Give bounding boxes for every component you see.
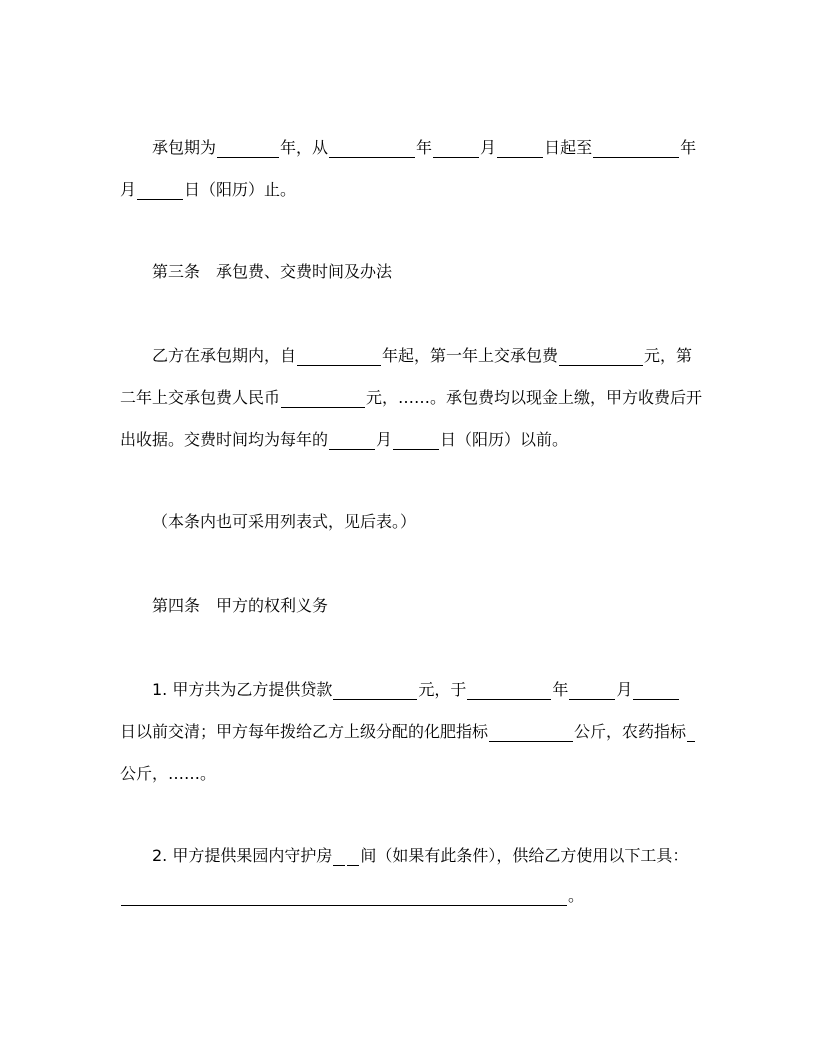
text: 月 xyxy=(376,430,393,449)
blank-second-year-fee xyxy=(281,390,365,408)
blank-loan-year xyxy=(467,682,551,700)
text: 承包期为 xyxy=(152,138,217,157)
text: 月 xyxy=(120,180,137,199)
text: 日以前交清；甲方每年拨给乙方上级分配的化肥指标 xyxy=(120,722,489,741)
fee-line-2 xyxy=(120,388,702,408)
article-4-heading: 第四条 甲方的权利义务 xyxy=(152,596,329,615)
text: 元，于 xyxy=(418,680,467,699)
blank-end-year xyxy=(593,140,679,158)
blank-house-count-a xyxy=(333,848,345,866)
text: 年，从 xyxy=(280,138,329,157)
text: 年 xyxy=(552,680,569,699)
text: 年起，第一年上交承包费 xyxy=(382,346,559,365)
blank-loan-day xyxy=(633,682,679,700)
blank-first-year-fee xyxy=(559,348,643,366)
text: 日（阳历）以前。 xyxy=(440,430,569,449)
blank-pay-day xyxy=(393,432,439,450)
text: 日起至 xyxy=(544,138,593,157)
text: 出收据。交费时间均为每年的 xyxy=(120,430,329,449)
note: （本条内也可采用列表式，见后表。） xyxy=(152,512,417,531)
blank-loan-month xyxy=(569,682,615,700)
text: 1. 甲方共为乙方提供贷款 xyxy=(152,680,333,699)
text: 日（阳历）止。 xyxy=(184,180,297,199)
text: 月 xyxy=(616,680,633,699)
blank-fertilizer-quota xyxy=(489,724,573,742)
blank-fee-start-year xyxy=(297,348,381,366)
text: 。 xyxy=(568,886,585,905)
blank-pay-month xyxy=(329,432,375,450)
text: 间（如果有此条件），供给乙方使用以下工具： xyxy=(360,846,689,865)
text: 二年上交承包费人民币 xyxy=(120,388,281,407)
text: 月 xyxy=(480,138,497,157)
blank-house-count-b xyxy=(347,848,359,866)
text: 元，……。承包费均以现金上缴，甲方收费后开 xyxy=(366,388,703,407)
text: 元，第 xyxy=(644,346,693,365)
fee-line-3 xyxy=(120,430,568,450)
article-3-heading: 第三条 承包费、交费时间及办法 xyxy=(152,262,393,281)
text: 年 xyxy=(680,138,697,157)
blank-end-day xyxy=(137,182,183,200)
blank-loan-amount xyxy=(333,682,417,700)
text: 公斤，农药指标 xyxy=(574,722,687,741)
term-line-1 xyxy=(152,138,696,158)
blank-years xyxy=(217,140,279,158)
item-1-line-3: 公斤，……。 xyxy=(120,764,217,783)
item-2-line-2 xyxy=(120,886,584,906)
text: 乙方在承包期内，自 xyxy=(152,346,297,365)
term-line-2 xyxy=(120,180,296,200)
blank-tools-list xyxy=(121,888,567,906)
item-2-line-1 xyxy=(152,846,688,866)
text: 年 xyxy=(416,138,433,157)
item-1-line-1 xyxy=(152,680,680,700)
text: 2. 甲方提供果园内守护房 xyxy=(152,846,333,865)
fee-line-1 xyxy=(152,346,692,366)
blank-pesticide-quota xyxy=(687,724,695,742)
blank-start-year xyxy=(329,140,415,158)
blank-start-month xyxy=(433,140,479,158)
blank-start-day xyxy=(497,140,543,158)
item-1-line-2 xyxy=(120,722,696,742)
